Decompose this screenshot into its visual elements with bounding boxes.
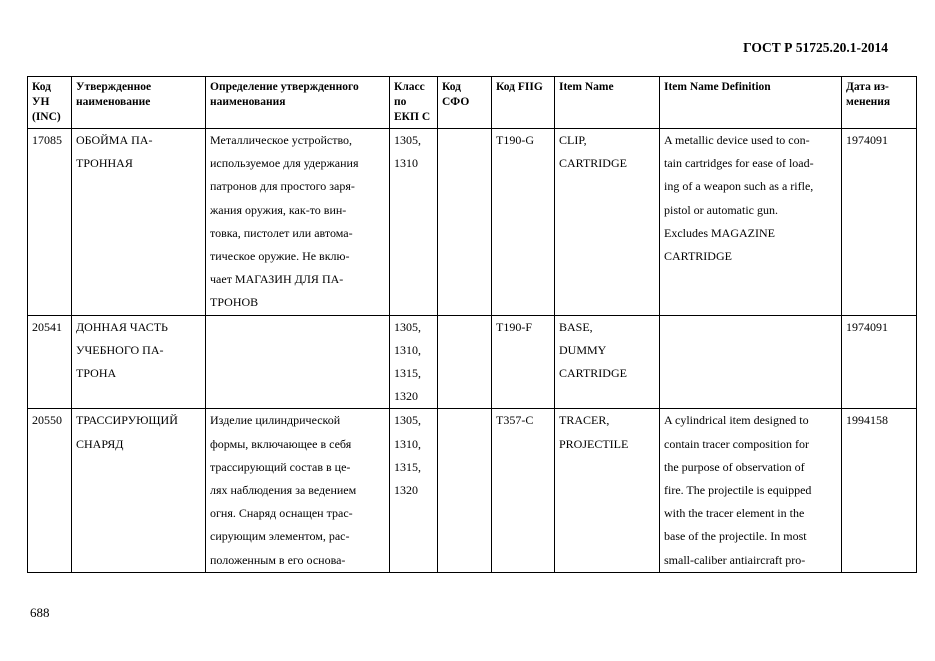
header-fiig: Код FIIG — [492, 77, 555, 129]
cell-item-name: BASE, DUMMY CARTRIDGE — [555, 315, 660, 409]
cell-item-name-definition — [660, 315, 842, 409]
header-sfo: Код СФО — [438, 77, 492, 129]
header-change-date: Дата из- менения — [842, 77, 917, 129]
header-inc: Код УН (INC) — [28, 77, 72, 129]
header-approved-name: Утвержденное наименование — [72, 77, 206, 129]
cell-fiig: T190-G — [492, 129, 555, 316]
cell-item-name-definition: A cylindrical item designed to contain tracer composition for the purpose of observation of fire. The projectile is equipped with the tracer element in the base of the projectile. In most small-caliber antiaircraft pro- — [660, 409, 842, 572]
table-row — [28, 315, 917, 409]
cell-approved-name: ДОННАЯ ЧАСТЬ УЧЕБНОГО ПА- ТРОНА — [72, 315, 206, 409]
cell-change-date: 1974091 — [842, 315, 917, 409]
table-header-row — [28, 77, 917, 129]
cell-change-date: 1994158 — [842, 409, 917, 572]
cell-sfo — [438, 129, 492, 316]
cell-class: 1305, 1310, 1315, 1320 — [390, 315, 438, 409]
cell-definition: Металлическое устройство, используемое для удержания патронов для простого заря- жания оружия, как-то вин- товка, пистолет или автома- тическое оружие. Не вклю- чает МАГАЗИН ДЛЯ ПА- ТРОНОВ — [206, 129, 390, 316]
header-definition: Определение утвержденного наименования — [206, 77, 390, 129]
cell-item-name-definition: A metallic device used to con- tain cartridges for ease of load- ing of a weapon such as a rifle, pistol or automatic gun. Excludes MAGAZINE CARTRIDGE — [660, 129, 842, 316]
cell-class: 1305, 1310, 1315, 1320 — [390, 409, 438, 572]
cell-fiig: T190-F — [492, 315, 555, 409]
cell-item-name: TRACER, PROJECTILE — [555, 409, 660, 572]
table-row — [28, 409, 917, 572]
cell-definition — [206, 315, 390, 409]
header-item-name-definition: Item Name Definition — [660, 77, 842, 129]
cell-definition: Изделие цилиндрической формы, включающее в себя трассирующий состав в це- лях наблюдения за ведением огня. Снаряд оснащен трас- сирующим элементом, рас- положенным в его основа- — [206, 409, 390, 572]
cell-inc: 20541 — [28, 315, 72, 409]
table-row — [28, 129, 917, 316]
catalog-table — [27, 76, 917, 573]
header-class: Класс по ЕКП С — [390, 77, 438, 129]
cell-class: 1305, 1310 — [390, 129, 438, 316]
cell-approved-name: ТРАССИРУЮЩИЙ СНАРЯД — [72, 409, 206, 572]
cell-approved-name: ОБОЙМА ПА- ТРОННАЯ — [72, 129, 206, 316]
cell-change-date: 1974091 — [842, 129, 917, 316]
header-item-name: Item Name — [555, 77, 660, 129]
cell-item-name: CLIP, CARTRIDGE — [555, 129, 660, 316]
cell-sfo — [438, 409, 492, 572]
cell-fiig: T357-C — [492, 409, 555, 572]
cell-sfo — [438, 315, 492, 409]
cell-inc: 17085 — [28, 129, 72, 316]
cell-inc: 20550 — [28, 409, 72, 572]
standard-number: ГОСТ Р 51725.20.1-2014 — [743, 40, 888, 55]
page-number: 688 — [30, 605, 50, 620]
